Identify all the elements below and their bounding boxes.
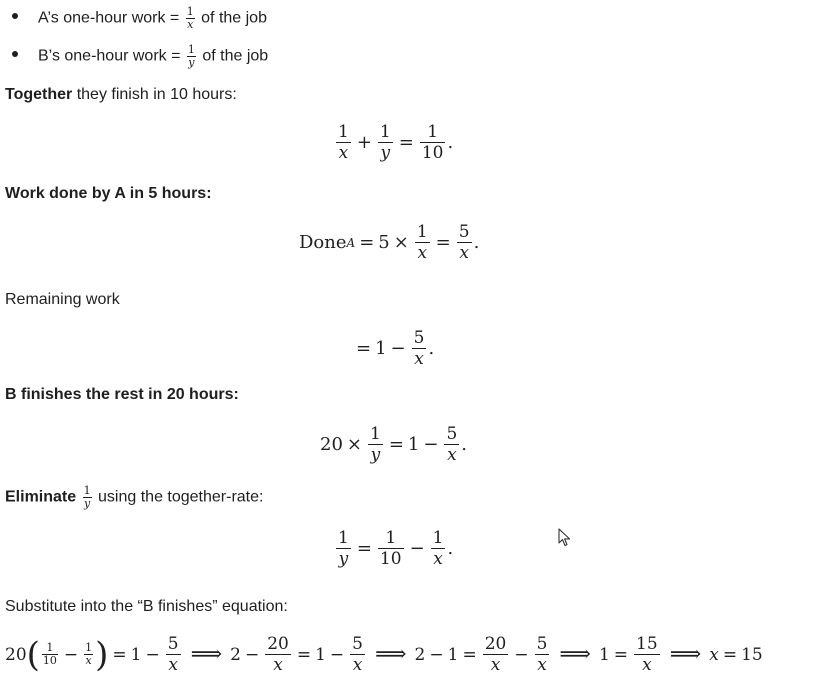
- fraction: [84, 642, 93, 667]
- eliminate-text: [5, 485, 263, 510]
- number: 20: [320, 434, 343, 455]
- numerator: 20: [484, 634, 507, 654]
- fraction: [378, 528, 404, 569]
- left-paren: (: [26, 634, 40, 675]
- denominator: x: [414, 349, 424, 369]
- denominator: x: [352, 655, 363, 675]
- fraction: [42, 642, 58, 667]
- implies-arrow: ⟹: [559, 642, 591, 667]
- implies-arrow: ⟹: [669, 642, 702, 667]
- denominator: y: [380, 143, 391, 163]
- number: 2: [414, 644, 426, 665]
- equals-sign: =: [296, 644, 312, 665]
- denominator: 10: [379, 549, 402, 569]
- numerator: 5: [352, 634, 363, 654]
- equation-solve-chain: [5, 634, 763, 675]
- fraction: [415, 222, 430, 263]
- period: .: [447, 132, 454, 153]
- number: 1: [375, 338, 387, 359]
- plus-sign: +: [356, 132, 372, 153]
- denominator: 10: [42, 654, 57, 667]
- numerator: 1: [83, 484, 91, 497]
- minus-sign: −: [145, 644, 160, 665]
- fraction: [457, 222, 472, 263]
- fraction: [483, 634, 509, 675]
- numerator: 1: [427, 122, 439, 142]
- together-bold: Together: [5, 86, 73, 103]
- fraction: [187, 44, 196, 69]
- denominator: x: [417, 243, 428, 263]
- b-finish-heading-text: B finishes the rest in 20 hours:: [5, 386, 239, 403]
- fraction: [336, 122, 351, 163]
- minus-sign: −: [329, 644, 345, 665]
- denominator: x: [459, 243, 469, 263]
- bullet-suffix: of the job: [197, 47, 269, 65]
- numerator: 1: [186, 5, 194, 18]
- fraction: [336, 528, 351, 569]
- bullet-suffix: of the job: [196, 9, 267, 27]
- period: .: [473, 232, 480, 253]
- denominator: x: [168, 655, 178, 675]
- minus-sign: −: [514, 644, 529, 665]
- bullet-b-work: [38, 44, 268, 69]
- times-sign: ×: [346, 434, 362, 455]
- fraction: [166, 634, 181, 675]
- fraction: [431, 528, 446, 569]
- times-sign: ×: [393, 232, 409, 253]
- substitute-text: [5, 597, 288, 617]
- denominator: x: [433, 549, 443, 569]
- numerator: 5: [536, 634, 548, 654]
- substitute-label: Substitute into the “B finishes” equation:: [5, 598, 288, 615]
- eliminate-bold: Eliminate: [5, 488, 81, 506]
- numerator: 1: [187, 43, 195, 56]
- fraction: [378, 122, 393, 163]
- remaining-text: [5, 290, 120, 310]
- b-finish-heading: [5, 385, 239, 405]
- equals-sign: =: [462, 644, 477, 665]
- fraction: [535, 634, 550, 675]
- result-value: 15: [741, 644, 763, 665]
- number: 5: [378, 232, 390, 253]
- numerator: 1: [46, 641, 54, 654]
- implies-arrow: ⟹: [190, 642, 223, 667]
- numerator: 1: [379, 122, 391, 142]
- implies-arrow: ⟹: [375, 642, 407, 667]
- numerator: 20: [267, 634, 289, 654]
- equals-sign: =: [356, 538, 372, 559]
- remaining-label: Remaining work: [5, 291, 120, 308]
- denominator: y: [370, 445, 381, 465]
- numerator: 1: [370, 424, 381, 444]
- numerator: 1: [85, 641, 93, 654]
- equals-sign: =: [112, 644, 127, 665]
- equation-remaining: [352, 328, 434, 369]
- equals-sign: =: [613, 644, 629, 665]
- denominator: x: [447, 445, 457, 465]
- equals-sign: =: [722, 644, 738, 665]
- fraction: [444, 424, 459, 465]
- period: .: [428, 338, 435, 359]
- equation-done-a: [299, 222, 479, 263]
- right-paren: ): [95, 634, 109, 675]
- equation-eliminate: [334, 528, 453, 569]
- numerator: 1: [432, 528, 444, 548]
- work-a-heading: [5, 184, 212, 204]
- equals-sign: =: [359, 232, 375, 253]
- numerator: 15: [636, 634, 658, 654]
- bullet-prefix: A’s one-hour work =: [38, 9, 184, 27]
- numerator: 1: [338, 122, 349, 142]
- equation-together: [334, 122, 453, 163]
- number: 1: [315, 644, 326, 665]
- variable-x: x: [709, 644, 719, 665]
- numerator: 5: [458, 222, 470, 242]
- denominator: y: [188, 56, 195, 69]
- mouse-pointer-icon: [558, 528, 572, 548]
- together-rest: they finish in 10 hours:: [72, 86, 237, 103]
- numerator: 1: [416, 222, 428, 242]
- number: 1: [447, 644, 459, 665]
- numerator: 5: [446, 424, 458, 444]
- number: 1: [407, 434, 420, 455]
- number: 20: [5, 644, 27, 665]
- numerator: 5: [167, 634, 179, 654]
- minus-sign: −: [429, 644, 444, 665]
- denominator: x: [85, 654, 92, 667]
- work-a-heading-text: Work done by A in 5 hours:: [5, 185, 212, 202]
- minus-sign: −: [423, 434, 439, 455]
- number: 1: [130, 644, 142, 665]
- minus-sign: −: [63, 644, 79, 665]
- denominator: x: [490, 655, 501, 675]
- equals-sign: =: [388, 434, 404, 455]
- denominator: x: [273, 655, 283, 675]
- denominator: y: [83, 497, 91, 510]
- bullet-dot: [12, 13, 18, 19]
- equals-sign: =: [356, 338, 372, 359]
- denominator: x: [338, 143, 349, 163]
- fraction: [368, 424, 383, 465]
- period: .: [461, 434, 468, 455]
- fraction: [412, 328, 427, 369]
- fraction: [420, 122, 446, 163]
- number: 1: [598, 644, 610, 665]
- minus-sign: −: [390, 338, 406, 359]
- fraction: [265, 634, 291, 675]
- bullet-a-work: [38, 6, 267, 31]
- numerator: 1: [385, 528, 397, 548]
- denominator: 10: [421, 143, 444, 163]
- denominator: x: [537, 655, 547, 675]
- equals-sign: =: [435, 232, 451, 253]
- together-text: [5, 85, 237, 105]
- eliminate-rest: using the together-rate:: [93, 488, 264, 506]
- equals-sign: =: [398, 132, 414, 153]
- fraction: [350, 634, 365, 675]
- bullet-dot: [12, 51, 18, 57]
- numerator: 1: [338, 528, 349, 548]
- numerator: 5: [413, 328, 425, 348]
- subscript: A: [346, 235, 356, 250]
- number: 2: [230, 644, 241, 665]
- bullet-prefix: B’s one-hour work =: [38, 47, 185, 65]
- minus-sign: −: [244, 644, 260, 665]
- fraction: [83, 485, 92, 510]
- denominator: y: [338, 549, 349, 569]
- fraction: [634, 634, 660, 675]
- done-label: Done: [299, 232, 347, 253]
- fraction: [186, 6, 195, 31]
- minus-sign: −: [409, 538, 425, 559]
- denominator: x: [187, 18, 194, 31]
- period: .: [447, 538, 454, 559]
- equation-b-finishes: [320, 424, 467, 465]
- denominator: x: [642, 655, 652, 675]
